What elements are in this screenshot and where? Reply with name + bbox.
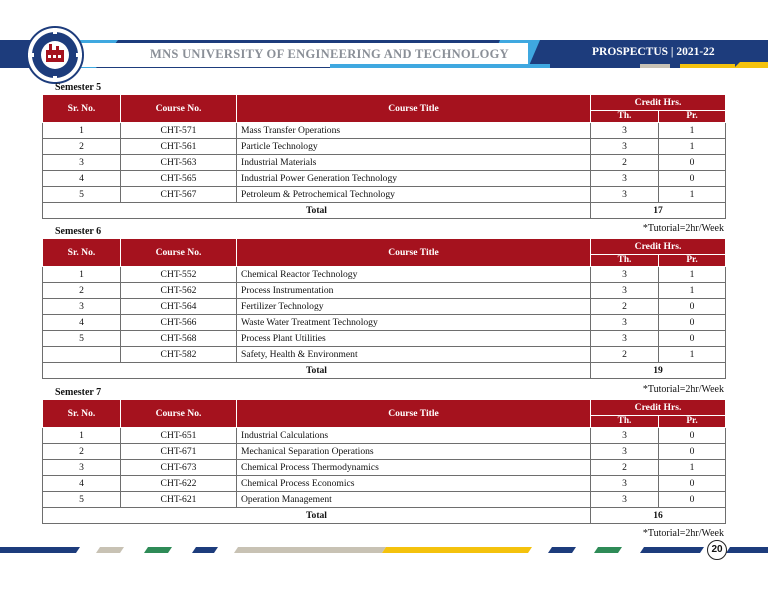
total-row: Total 17 [43,203,726,219]
tutorial-note: *Tutorial=2hr/Week [642,384,724,395]
table-row: CHT-582 Safety, Health & Environment 2 1 [43,347,726,363]
col-course-no: Course No. [121,95,237,123]
table-row: 5 CHT-568 Process Plant Utilities 3 0 [43,331,726,347]
col-course-title: Course Title [237,400,591,428]
tutorial-note: *Tutorial=2hr/Week [642,223,724,234]
col-pr: Pr. [659,111,726,123]
table-row: 4 CHT-565 Industrial Power Generation Technology 3 0 [43,171,726,187]
total-row: Total 16 [43,508,726,524]
total-row: Total 19 [43,363,726,379]
semester-5-total: 17 [591,203,726,219]
col-course-title: Course Title [237,239,591,267]
semester-6-total: 19 [591,363,726,379]
col-course-no: Course No. [121,239,237,267]
col-course-title: Course Title [237,95,591,123]
col-th: Th. [591,416,659,428]
table-row: 3 CHT-673 Chemical Process Thermodynamics 2 1 [43,460,726,476]
col-credit-hrs: Credit Hrs. [591,95,726,111]
table-row: 3 CHT-563 Industrial Materials 2 0 [43,155,726,171]
table-row: 2 CHT-561 Particle Technology 3 1 [43,139,726,155]
table-row: 2 CHT-671 Mechanical Separation Operations 3 0 [43,444,726,460]
col-credit-hrs: Credit Hrs. [591,400,726,416]
university-title: MNS UNIVERSITY OF ENGINEERING AND TECHNOLOGY [150,47,509,61]
col-th: Th. [591,111,659,123]
semester-6-table [42,238,726,379]
university-logo-icon [26,26,84,84]
table-row: 4 CHT-566 Waste Water Treatment Technology 3 0 [43,315,726,331]
page-number: 20 [707,540,727,560]
col-credit-hrs: Credit Hrs. [591,239,726,255]
col-sr-no: Sr. No. [43,400,121,428]
col-pr: Pr. [659,255,726,267]
header-accent-strip [0,64,768,70]
footer-band [0,542,768,554]
table-row: 1 CHT-651 Industrial Calculations 3 0 [43,428,726,444]
table-row: 5 CHT-621 Operation Management 3 0 [43,492,726,508]
col-sr-no: Sr. No. [43,239,121,267]
semester-7-label: Semester 7 [55,387,102,398]
col-course-no: Course No. [121,400,237,428]
table-row: 5 CHT-567 Petroleum & Petrochemical Technology 3 1 [43,187,726,203]
table-row: 3 CHT-564 Fertilizer Technology 2 0 [43,299,726,315]
semester-7-table [42,399,726,524]
table-row: 4 CHT-622 Chemical Process Economics 3 0 [43,476,726,492]
col-th: Th. [591,255,659,267]
semester-5-label: Semester 5 [55,82,102,93]
semester-5-table [42,94,726,219]
semester-6-label: Semester 6 [55,226,102,237]
table-row: 1 CHT-552 Chemical Reactor Technology 3 1 [43,267,726,283]
table-row: 1 CHT-571 Mass Transfer Operations 3 1 [43,123,726,139]
semester-7-total: 16 [591,508,726,524]
table-row: 2 CHT-562 Process Instrumentation 3 1 [43,283,726,299]
prospectus-label: PROSPECTUS | 2021-22 [592,46,715,58]
tutorial-note: *Tutorial=2hr/Week [642,528,724,539]
col-sr-no: Sr. No. [43,95,121,123]
col-pr: Pr. [659,416,726,428]
